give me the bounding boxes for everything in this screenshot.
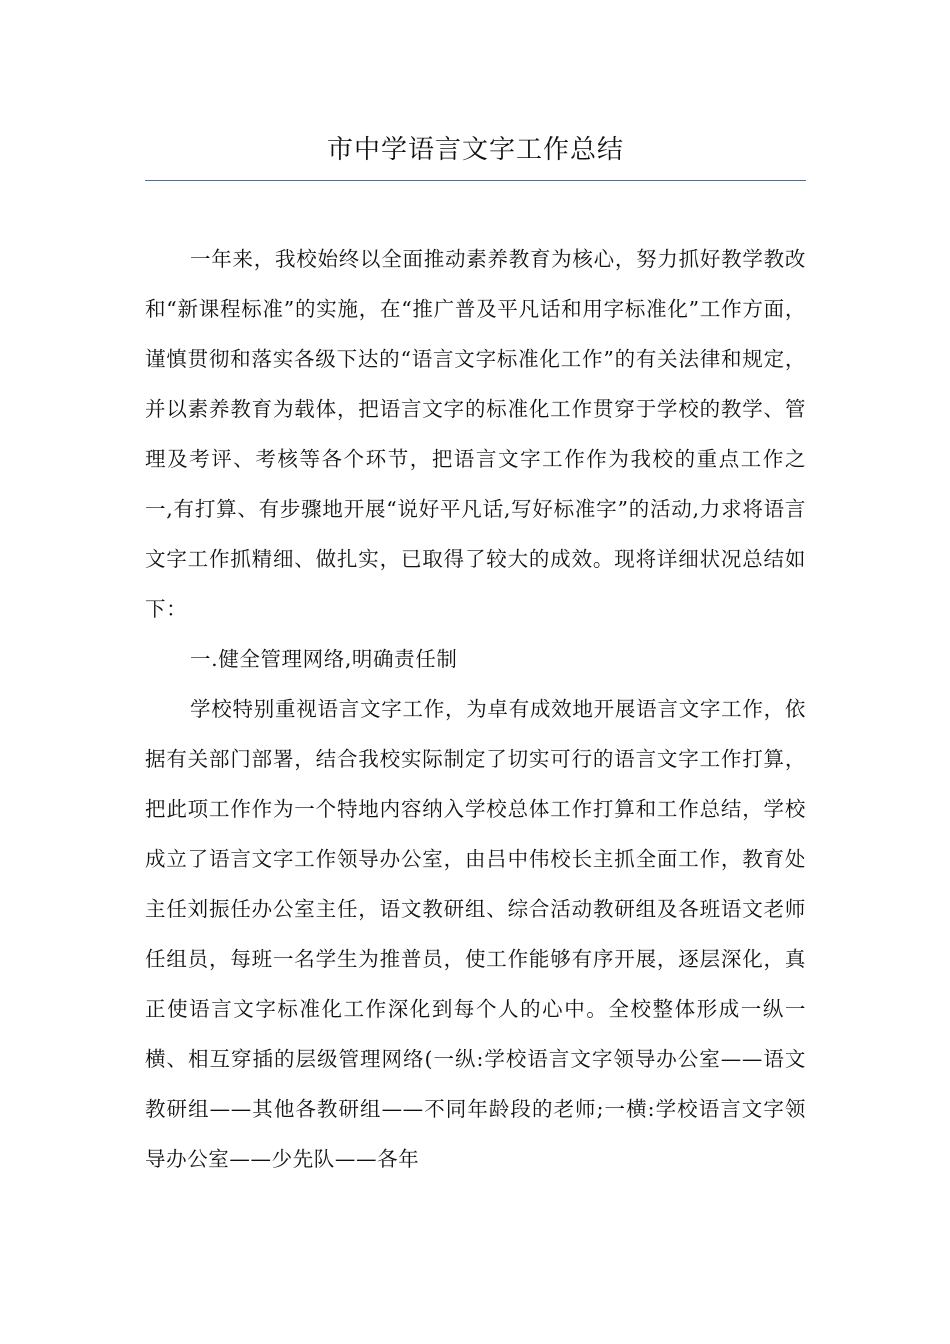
title-underline [145, 180, 806, 181]
document-body [145, 234, 806, 1184]
section-heading-1: 一.健全管理网络,明确责任制 [190, 647, 458, 671]
paragraph-intro: 一年来，我校始终以全面推动素养教育为核心，努力抓好教学教改和“新课程标准”的实施，在“推广普及平凡话和用字标准化”工作方面，谨慎贯彻和落实各级下达的“语言文字标准化工作”的有关法律和规定，并以素养教育为载体，把语言文字的标准化工作贯穿于学校的教学、管理及考评、考核等各个环节，把语言文字工作作为我校的重点工作之一,有打算、有步骤地开展“说好平凡话,写好标准字”的活动,力求将语言文字工作抓精细、做扎实，已取得了较大的成效。现将详细状况总结如下： [145, 247, 806, 621]
document-title: 市中学语言文字工作总结 [326, 135, 624, 165]
paragraph-section-1: 学校特别重视语言文字工作，为卓有成效地开展语言文字工作，依据有关部门部署，结合我校实际制定了切实可行的语言文字工作打算，把此项工作作为一个特地内容纳入学校总体工作打算和工作总结，学校成立了语言文字工作领导办公室，由吕中伟校长主抓全面工作，教育处主任刘振任办公室主任，语文教研组、综合活动教研组及各班语文老师任组员，每班一名学生为推普员，使工作能够有序开展，逐层深化，真正使语言文字标准化工作深化到每个人的心中。全校整体形成一纵一横、相互穿插的层级管理网络(一纵:学校语言文字领导办公室——语文教研组——其他各教研组——不同年龄段的老师;一横:学校语言文字领导办公室——少先队——各年 [145, 697, 806, 1171]
